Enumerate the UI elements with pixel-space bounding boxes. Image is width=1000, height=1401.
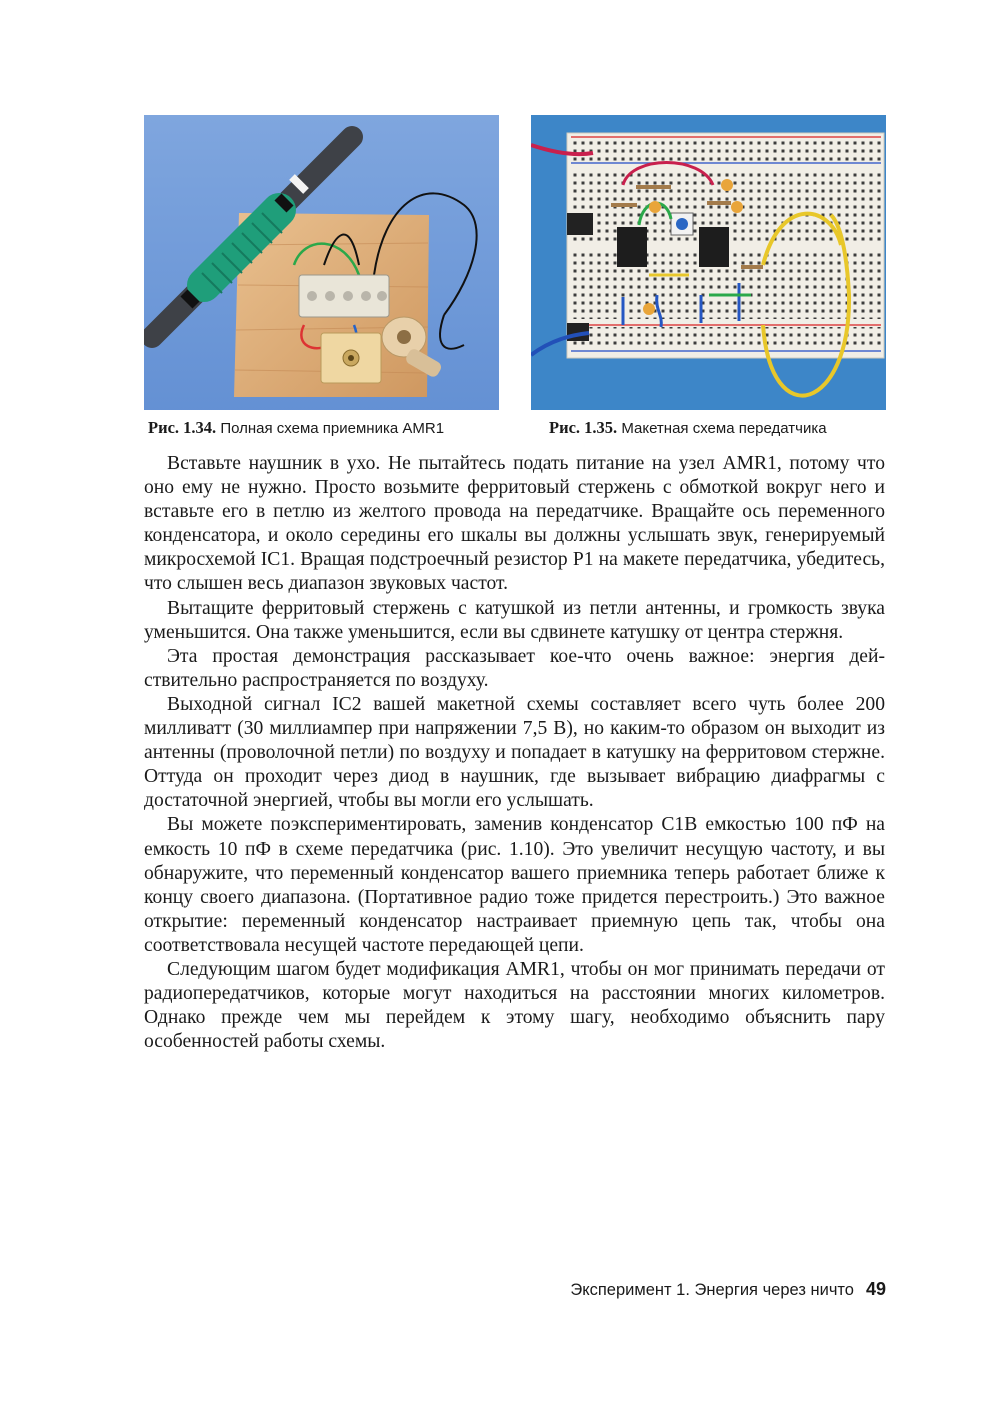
figure-1-34-receiver-photo xyxy=(144,115,499,410)
figure-1-35-text: Макетная схема передатчика xyxy=(621,420,827,437)
figure-1-35-number: Рис. 1.35. xyxy=(549,418,618,437)
paragraph: Выходной сигнал IC2 вашей макетной схемы составляет всего чуть более 200 милливатт (30 миллиампер при напряжении 7,5 В), но каким-то образом он выходит из антенны (проволочной петли) по воздуху и попадает в катушку на ферритовом стержне. Оттуда он проходит через диод в наушник, где вызывает вибрацию диафрагмы с достаточной энергией, чтобы вы могли его услышать. xyxy=(144,693,885,812)
chapter-title: Эксперимент 1. Энергия через ничто xyxy=(570,1281,854,1299)
figure-1-34-number: Рис. 1.34. xyxy=(148,418,217,437)
paragraph: Вытащите ферритовый стержень с катушкой из петли антенны, и громкость звука уменьшится. Она также уменьшится, если вы сдвинете катушку от центра стержня. xyxy=(144,597,885,643)
body-text xyxy=(144,452,885,1054)
page-footer xyxy=(570,1279,886,1300)
paragraph: Вставьте наушник в ухо. Не пытайтесь подать питание на узел AMR1, потому что оно ему не нужно. Просто возьмите ферритовый стержень с обмоткой вокруг него и вставьте его в петлю из желтого провода на передатчике. Вращайте ось переменного конденсатора, и около середины его шкалы вы должны услышать звук, генерируемый микросхемой IC1. Вращая подстроечный резистор P1 на макете передатчика, убедитесь, что слышен весь диапазон звуковых частот. xyxy=(144,453,885,595)
paragraph: Следующим шагом будет модификация AMR1, чтобы он мог принимать передачи от радиопередатчиков, которые могут находиться на расстоянии многих километров. Однако прежде чем мы перейдем к этому шагу, необходимо объяснить пару особенностей работы схемы. xyxy=(144,958,885,1053)
figure-1-35-breadboard-photo xyxy=(531,115,886,410)
ic1-chip xyxy=(617,227,647,267)
paragraph: Эта простая демонстрация рассказывает кое-что очень важное: энергия действительно распространяется по воздуху. xyxy=(144,645,885,691)
figure-1-34-caption xyxy=(148,418,444,438)
ic2-chip xyxy=(699,227,729,267)
receiver-photo-illustration xyxy=(144,115,499,410)
figure-1-34-text: Полная схема приемника AMR1 xyxy=(220,420,445,437)
page-number: 49 xyxy=(865,1279,886,1299)
breadboard-photo-illustration xyxy=(531,115,886,410)
paragraph: Вы можете поэкспериментировать, заменив конденсатор C1B емкостью 100 пФ на емкость 10 пФ в схеме передатчика (рис. 1.10). Это увеличит несущую частоту, и вы обнаружите, что переменный конденсатор вашего приемника теперь работает ближе к концу своего диапазона. (Портативное радио тоже придется перестроить.) Это важное открытие: переменный конденсатор настраивает приемную цепь так, чтобы она соответствовала несущей частоте передающей цепи. xyxy=(144,814,885,956)
figure-1-35-caption xyxy=(549,418,827,438)
